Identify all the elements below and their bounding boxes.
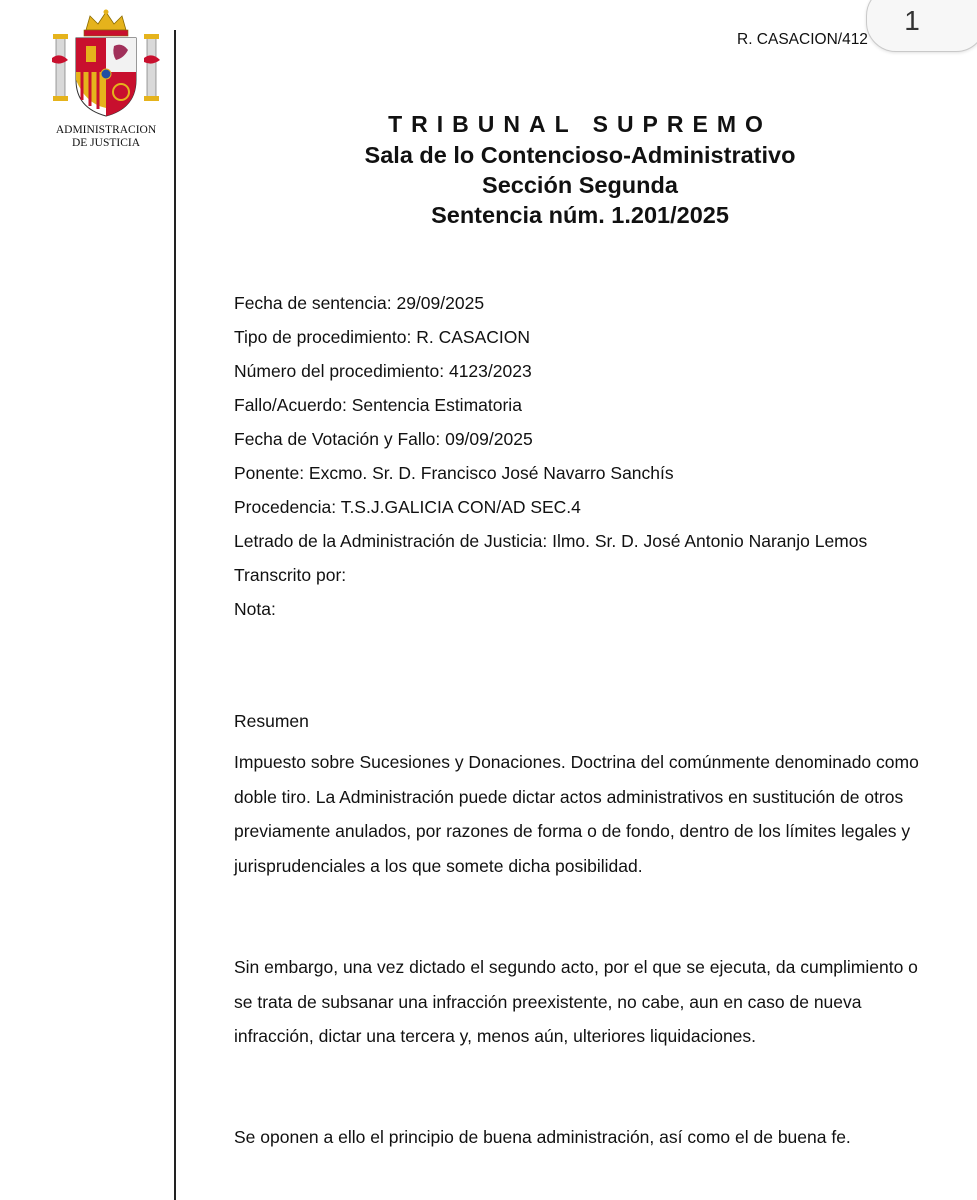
page-number-badge[interactable] xyxy=(866,0,977,52)
chamber-title: Sala de lo Contencioso-Administrativo xyxy=(364,142,796,168)
meta-procedencia: Procedencia: T.S.J.GALICIA CON/AD SEC.4 xyxy=(234,497,581,517)
coat-of-arms-icon xyxy=(46,8,166,120)
meta-nota: Nota: xyxy=(234,599,276,619)
meta-ponente: Ponente: Excmo. Sr. D. Francisco José Navarro Sanchís xyxy=(234,463,674,483)
page-number: 1 xyxy=(904,5,920,36)
summary-paragraph: Impuesto sobre Sucesiones y Donaciones. Doctrina del comúnmente denominado como doble tiro. La Administración puede dictar actos administrativos en sustitución de otros previamente anulados, por razones de forma o de fondo, dentro de los límites legales y jurisprudenciales a los que somete dicha posibilidad. xyxy=(234,752,919,876)
document-titles xyxy=(200,108,960,230)
logo-caption-line2: DE JUSTICIA xyxy=(71,137,141,149)
summary-paragraph: Se oponen a ello el principio de buena administración, así como el de buena fe. xyxy=(234,1127,851,1147)
meta-letrado: Letrado de la Administración de Justicia: Ilmo. Sr. D. José Antonio Naranjo Lemos xyxy=(234,531,868,551)
meta-tipo-procedimiento: Tipo de procedimiento: R. CASACION xyxy=(234,327,530,347)
meta-fecha-votacion: Fecha de Votación y Fallo: 09/09/2025 xyxy=(234,429,533,449)
logo-caption-line1: ADMINISTRACION xyxy=(55,124,157,136)
judgment-metadata xyxy=(234,286,924,626)
judgment-title: Sentencia núm. 1.201/2025 xyxy=(431,202,729,228)
meta-transcrito: Transcrito por: xyxy=(234,565,347,585)
summary-heading: Resumen xyxy=(234,711,309,731)
margin-rule xyxy=(174,30,176,1200)
administracion-justicia-caption xyxy=(46,124,166,150)
meta-numero-procedimiento: Número del procedimiento: 4123/2023 xyxy=(234,361,532,381)
summary-paragraph: Sin embargo, una vez dictado el segundo acto, por el que se ejecuta, da cumplimiento o se trata de subsanar una infracción preexistente, no cabe, aun en caso de nueva infracción, dictar una tercera y, menos aún, ulteriores liquidaciones. xyxy=(234,957,918,1046)
section-title: Sección Segunda xyxy=(482,172,678,198)
meta-fecha-sentencia: Fecha de sentencia: 29/09/2025 xyxy=(234,293,485,313)
court-title: TRIBUNAL SUPREMO xyxy=(388,111,772,137)
meta-fallo-acuerdo: Fallo/Acuerdo: Sentencia Estimatoria xyxy=(234,395,522,415)
case-reference: R. CASACION/412 xyxy=(737,31,868,48)
